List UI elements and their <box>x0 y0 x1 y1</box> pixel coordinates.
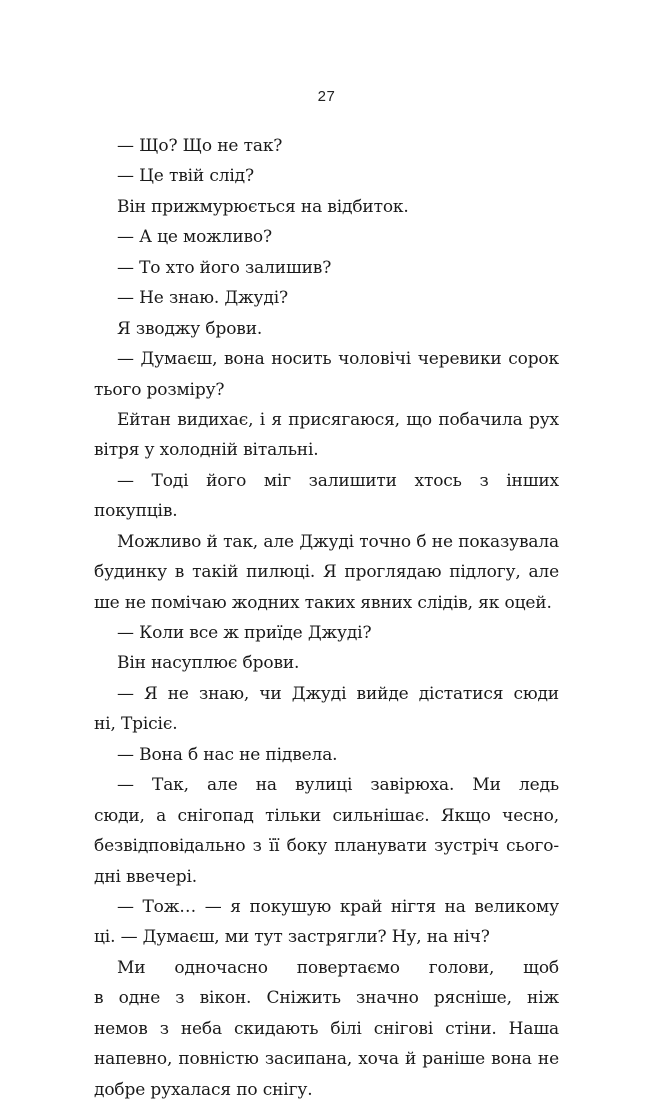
text-line: — Вона б нас не підвела. <box>117 744 338 765</box>
text-line: — Тоді його міг залишити хтось з інших <box>117 470 559 491</box>
text-line: дні ввечері. <box>94 866 198 887</box>
text-line: — Думаєш, вона носить чоловічі черевики сорок <box>117 349 559 370</box>
text-line: ні, Трісіє. <box>94 714 178 735</box>
text-line: напевно, повністю засипана, хоча й раніше вона не <box>94 1049 559 1070</box>
text-line: будинку в такій пилюці. Я проглядаю підлогу, але <box>94 562 559 583</box>
text-line: ці. — Думаєш, ми тут застрягли? Ну, на ніч? <box>94 927 490 948</box>
text-line: добре рухалася по снігу. <box>94 1079 313 1100</box>
text-line: ше не помічаю жодних таких явних слідів, як оцей. <box>94 592 552 613</box>
text-line: — Тож… — я покушую край нігтя на великому <box>117 896 559 917</box>
text-line: сюди, а снігопад тільки сильнішає. Якщо чесно, <box>94 805 559 826</box>
text-line: безвідповідально з її боку планувати зустріч сього- <box>94 836 559 857</box>
text-line: — То хто його залишив? <box>117 257 332 278</box>
text-line: покупців. <box>94 501 178 522</box>
text-line: Він насуплює брови. <box>117 653 300 674</box>
text-line: тього розміру? <box>94 379 225 400</box>
text-line: — Коли все ж приїде Джуді? <box>117 623 372 643</box>
text-line: — Не знаю. Джуді? <box>117 288 288 309</box>
text-line: Можливо й так, але Джуді точно б не показувала <box>117 531 559 552</box>
body-text <box>94 131 559 1105</box>
text-line: Я зводжу брови. <box>117 318 263 339</box>
text-line: — Це твій слід? <box>117 166 254 187</box>
text-line: — Так, але на вулиці завірюха. Ми ледь <box>117 775 559 796</box>
text-line: Ми одночасно повертаємо голови, щоб <box>117 957 559 978</box>
page-number: 27 <box>317 88 336 105</box>
text-line: в одне з вікон. Сніжить значно рясніше, ніж <box>94 988 559 1009</box>
text-line: — Що? Що не так? <box>117 136 283 156</box>
text-line: — Я не знаю, чи Джуді вийде дістатися сюди <box>117 683 559 704</box>
text-line: — А це можливо? <box>117 227 272 248</box>
text-line: вітря у холодній вітальні. <box>94 440 319 461</box>
text-line: Ейтан видихає, і я присягаюся, що побачила рух <box>117 409 559 430</box>
text-line: немов з неба скидають білі снігові стіни. Наша <box>94 1018 559 1039</box>
text-line: Він прижмурюється на відбиток. <box>117 196 409 217</box>
